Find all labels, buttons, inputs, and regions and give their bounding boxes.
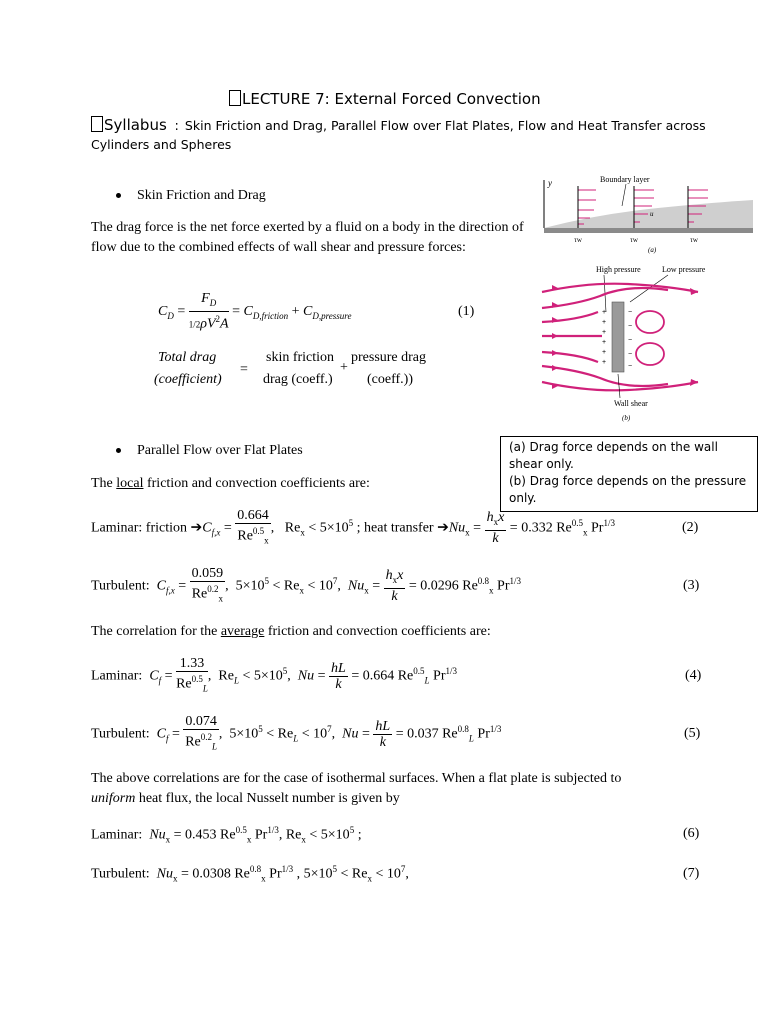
skin-friction-label: skin friction (266, 350, 335, 365)
uniform-heat-flux-text: The above correlations are for the case of isothermal surfaces. When a flat plate is subjected to uniform heat flux, the local Nusselt number is given by (91, 771, 622, 806)
equation-2: Laminar: friction $➔C_{f,x}$ = $\frac{0.664}{Re^{0.5}_x}$ , $Re_x < 5\times 10^5$ ; heat transfer $➔Nu_x$ = $\frac{h_xx}{k}$ = 0.332 $Re^{0.5}_x$ $Pr^{1/3}$ (91, 508, 615, 547)
callout-line-b: (b) Drag force depends on the pressure only. (509, 474, 747, 505)
svg-text:−: − (628, 309, 633, 316)
syllabus-colon: : (174, 119, 179, 134)
average-coefficients-text: The correlation for the average friction and convection coefficients are: (91, 624, 491, 639)
wall-shear-leader (618, 374, 620, 398)
bullet-skin-friction: Skin Friction and Drag (116, 186, 266, 206)
svg-text:+: + (602, 309, 607, 316)
svg-text:−: − (628, 351, 633, 358)
drag-coeff-label: drag (coeff.) (263, 372, 333, 387)
svg-text:−: − (628, 363, 633, 370)
equation-7: Turbulent: $Nu_x = 0.0308$ $Re^{0.8}_x$ $Pr^{1/3}$ , $5\times 10^5 < Re_x < 10^7$, (91, 864, 409, 884)
drag-paragraph: The drag force is the net force exerted by a fluid on a body in the direction of flow due to the combined effects of wall shear and pressure forces: (91, 220, 524, 255)
equation-3: Turbulent: $C_{f,x}$ = $\frac{0.059}{Re^{0.2}_x}$ , $5\times 10^5 < Re_x < 10^7$, $Nu_x$ = $\frac{h_xx}{k}$ = 0.0296 $Re^{0.8}_x$ $Pr^{1/3}$ (91, 566, 522, 605)
syllabus-text: Skin Friction and Drag, Parallel Flow over Flat Plates, Flow and Heat Transfer across Cylinders and Spheres (91, 118, 706, 152)
total-drag-label: Total drag (158, 350, 217, 365)
arrow-icon: ➔ (190, 520, 203, 536)
svg-text:−: − (628, 323, 633, 330)
figure-callout (500, 436, 758, 512)
box-glyph-icon (91, 116, 103, 132)
tau-label-3: τw (690, 236, 698, 244)
tau-label-2: τw (630, 236, 638, 244)
bullet-icon (116, 193, 121, 198)
svg-text:+: + (602, 319, 607, 326)
coefficient-label: (coefficient) (154, 372, 222, 387)
u-label: u (650, 210, 654, 218)
boundary-layer-region (544, 200, 753, 228)
high-pressure-label: High pressure (596, 265, 641, 274)
bullet-icon (116, 448, 121, 453)
eq3-number: (3) (683, 578, 700, 593)
svg-text:+: + (602, 349, 607, 356)
eq1-fraction: $\frac{F_D}{1/2\rho V^2A}$ (188, 291, 229, 332)
eq4-number: (4) (685, 668, 702, 683)
wake-vortices (636, 311, 664, 365)
local-coefficients-text: The local friction and convection coefficients are: (91, 476, 370, 491)
eq7-number: (7) (683, 866, 700, 881)
wall-shear-label: Wall shear (614, 399, 648, 408)
flat-wall (612, 302, 624, 372)
equation-4: Laminar: $C_f$ = $\frac{1.33}{Re^{0.5}_L}$ , $Re_L < 5\times 10^5$, Nu = $\frac{hL}{k}$ = 0.664 $Re^{0.5}_L$ $Pr^{1/3}$ (91, 656, 458, 694)
pressure-drag-label: pressure drag (351, 350, 427, 365)
bullet-parallel-flow: Parallel Flow over Flat Plates (116, 441, 303, 461)
svg-text:−: − (628, 337, 633, 344)
pressure-drag-figure (538, 262, 718, 428)
arrow-icon: ➔ (437, 520, 449, 536)
words-plus: + (340, 360, 348, 375)
eq5-number: (5) (684, 726, 701, 741)
equation-5: Turbulent: $C_f$ = $\frac{0.074}{Re^{0.2}_L}$ , $5\times 10^5 < Re_L < 10^7$, Nu = $\frac{hL}{k}$ = 0.037 $Re^{0.8}_L$ $Pr^{1/3}$ (91, 714, 502, 752)
figure-a-caption: (a) (648, 246, 657, 254)
figure-b-caption: (b) (622, 414, 631, 422)
y-label: y (548, 178, 552, 188)
low-pressure-label: Low pressure (662, 265, 706, 274)
page-title: LECTURE 7: External Forced Convection (229, 90, 541, 108)
svg-text:+: + (602, 339, 607, 346)
boundary-layer-figure (538, 172, 756, 258)
svg-text:+: + (602, 329, 607, 336)
coeff-close-label: (coeff.)) (367, 372, 413, 387)
syllabus-label: Syllabus (104, 116, 167, 134)
box-glyph-icon (229, 90, 241, 106)
words-equals: = (240, 362, 248, 377)
boundary-layer-leader (622, 184, 626, 206)
eq1-number: (1) (458, 304, 475, 319)
tau-label-1: τw (574, 236, 582, 244)
svg-text:+: + (602, 359, 607, 366)
equation-6: Laminar: $Nu_x = 0.453$ $Re^{0.5}_x$ $Pr^{1/3}$, $Re_x < 5\times 10^5$ ; (91, 825, 362, 845)
boundary-layer-label: Boundary layer (600, 175, 650, 184)
callout-line-a: (a) Drag force depends on the wall shear only. (509, 440, 718, 471)
equation-1: $C_D$ = $\frac{F_D}{1/2\rho V^2A}$ = $C_{D,friction} + C_{D,pressure}$ (158, 291, 352, 332)
syllabus (91, 116, 731, 154)
flat-plate (544, 228, 753, 233)
eq6-number: (6) (683, 826, 700, 841)
eq2-number: (2) (682, 520, 699, 535)
